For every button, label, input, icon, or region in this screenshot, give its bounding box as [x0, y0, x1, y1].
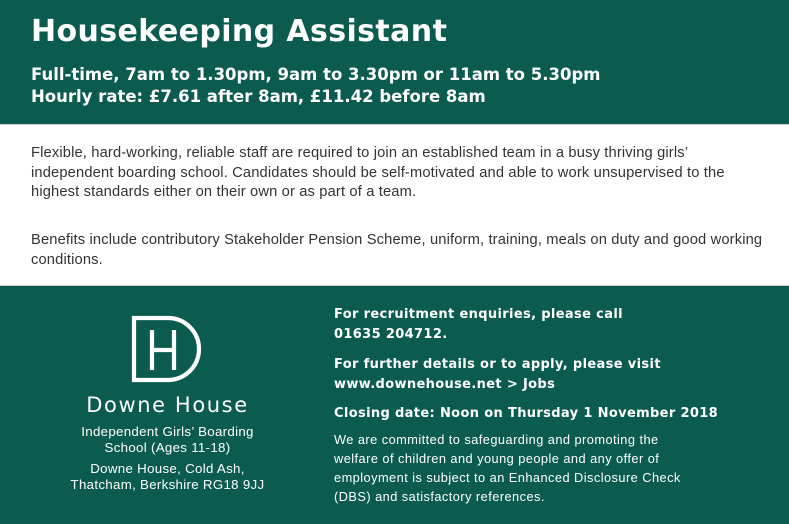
school-type-line-2: School (Ages 11-18) [104, 440, 231, 455]
safeguarding-line-1: We are committed to safeguarding and promoting the [334, 432, 659, 447]
address-line-1: Downe House, Cold Ash, [90, 461, 245, 476]
organisation-name: Downe House [86, 393, 249, 417]
school-type-line-1: Independent Girls’ Boarding [81, 424, 254, 439]
safeguarding-line-2: welfare of children and young people and any offer of [334, 451, 660, 466]
downe-house-logo-icon [130, 314, 206, 384]
description-panel [0, 124, 789, 286]
organisation-block [0, 286, 330, 524]
address-line-2: Thatcham, Berkshire RG18 9JJ [70, 477, 265, 492]
apply-text: For further details or to apply, please visit [334, 357, 661, 372]
benefits-paragraph: Benefits include contributory Stakeholder Pension Scheme, uniform, training, meals on duty and good working conditions. [31, 232, 763, 268]
header-banner [0, 0, 789, 124]
enquiries-text: For recruitment enquiries, please call [334, 307, 623, 322]
hourly-rate: Hourly rate: £7.61 after 8am, £11.42 before 8am [31, 87, 486, 106]
job-hours: Full-time, 7am to 1.30pm, 9am to 3.30pm or 11am to 5.30pm [31, 65, 601, 84]
job-title: Housekeeping Assistant [31, 14, 448, 49]
closing-date: Closing date: Noon on Thursday 1 November 2018 [334, 406, 719, 421]
safeguarding-line-3: employment is subject to an Enhanced Disclosure Check [334, 470, 681, 485]
safeguarding-line-4: (DBS) and satisfactory references. [334, 489, 545, 504]
description-paragraph-1: Flexible, hard-working, reliable staff are required to join an established team in a busy thriving girls’ independent boarding school. Candidates should be self-motivated and able to work unsupervised to the highest standards either on their own or as part of a team. [31, 145, 725, 201]
apply-link[interactable]: www.downehouse.net > Jobs [334, 377, 556, 392]
phone-number[interactable]: 01635 204712. [334, 327, 448, 342]
